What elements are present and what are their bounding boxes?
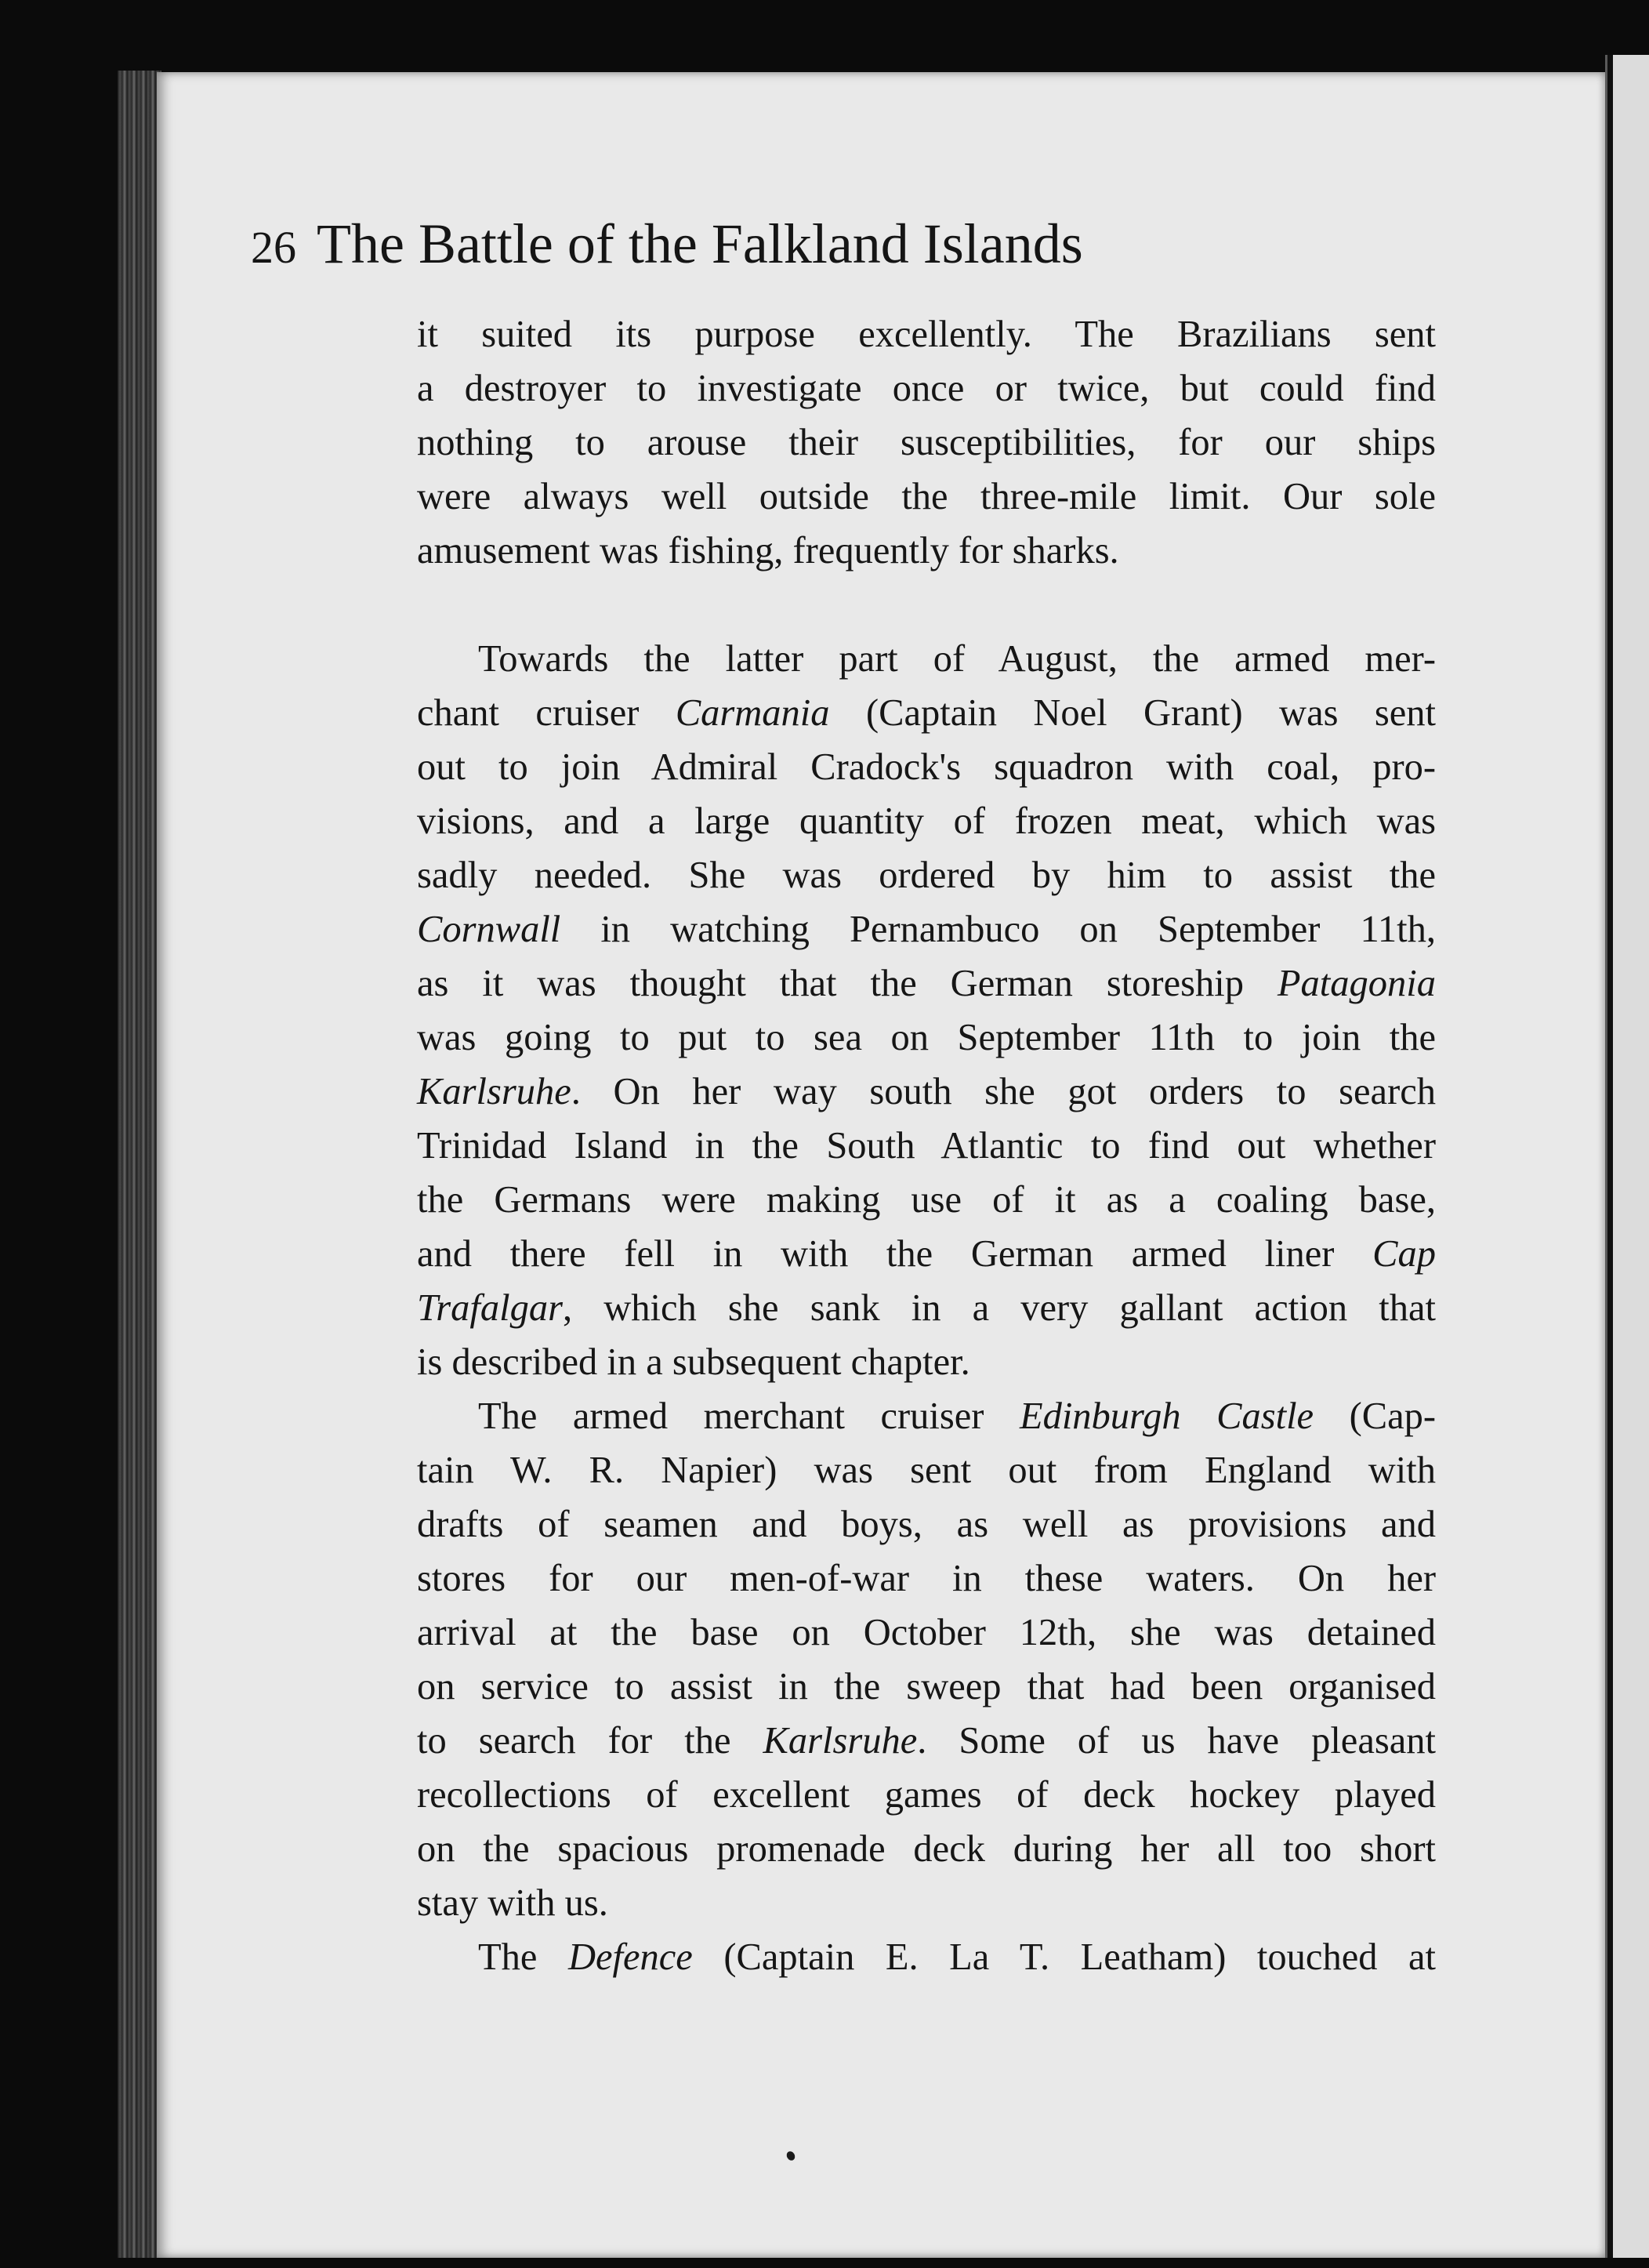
text-line [417, 1065, 1436, 1119]
text-line [417, 848, 1436, 902]
ship-name: Patagonia [1277, 963, 1436, 1004]
text-line [417, 686, 1436, 740]
page-number: 26 [251, 222, 296, 273]
text-segment: The armed merchant cruiser [478, 1395, 1020, 1437]
text-segment: . Some of us have pleasant [917, 1720, 1436, 1762]
text-line [417, 1281, 1436, 1335]
text-line [417, 1227, 1436, 1281]
text-segment: to search for the [417, 1720, 763, 1762]
text-segment: (Captain E. La T. Leatham) touched at [692, 1936, 1436, 1978]
ship-name: Carmania [675, 692, 830, 734]
ship-name: Cap [1372, 1233, 1436, 1275]
text-segment: The [478, 1936, 568, 1978]
adjacent-page [1613, 55, 1649, 2258]
text-segment: chant cruiser [417, 692, 676, 734]
text-segment: arrival at the base on October 12th, she was detained [417, 1612, 1436, 1653]
text-line [417, 1011, 1436, 1065]
text-line [417, 1551, 1436, 1606]
text-segment: tain W. R. Napier) was sent out from England with [417, 1450, 1436, 1491]
text-line [417, 794, 1436, 848]
ship-name: Edinburgh Castle [1019, 1395, 1314, 1437]
ship-name: Trafalgar [417, 1287, 563, 1329]
text-segment: in watching Pernambuco on September 11th, [560, 909, 1436, 950]
ship-name: Cornwall [417, 909, 561, 950]
text-segment: (Captain Noel Grant) was sent [829, 692, 1436, 734]
text-line [417, 1606, 1436, 1660]
text-segment: was going to put to sea on September 11th to join the [417, 1017, 1436, 1058]
text-segment: stay with us. [417, 1882, 608, 1924]
text-line [417, 956, 1436, 1011]
text-line [417, 1173, 1436, 1227]
text-segment: Towards the latter part of August, the armed mer- [478, 638, 1436, 680]
text-segment: sadly needed. She was ordered by him to assist the [417, 855, 1436, 896]
text-segment: visions, and a large quantity of frozen meat, which was [417, 800, 1436, 842]
text-line [417, 470, 1436, 524]
text-segment: nothing to arouse their susceptibilities, for our ships [417, 422, 1436, 463]
text-segment: out to join Admiral Cradock's squadron with coal, pro- [417, 746, 1436, 788]
book-binding [118, 71, 161, 2258]
text-line [417, 740, 1436, 794]
text-line [417, 902, 1436, 956]
running-header [251, 212, 1426, 277]
text-segment: amusement was fishing, frequently for sharks. [417, 530, 1119, 572]
text-line [417, 1876, 1436, 1930]
text-segment: as it was thought that the German storeship [417, 963, 1278, 1004]
text-segment: and there fell in with the German armed liner [417, 1233, 1373, 1275]
text-segment: were always well outside the three-mile limit. Our sole [417, 476, 1436, 517]
text-segment: drafts of seamen and boys, as well as provisions and [417, 1504, 1436, 1545]
text-segment: , which she sank in a very gallant action that [563, 1287, 1436, 1329]
text-line [417, 1497, 1436, 1551]
text-line [417, 1389, 1436, 1443]
text-line [417, 1714, 1436, 1768]
text-segment: on service to assist in the sweep that had been organised [417, 1666, 1436, 1707]
text-line [417, 1335, 1436, 1389]
text-line [417, 632, 1436, 686]
ship-name: Karlsruhe [763, 1720, 918, 1762]
running-title: The Battle of the Falkland Islands [317, 212, 1083, 275]
text-segment: . On her way south she got orders to search [571, 1071, 1436, 1112]
text-line [417, 1930, 1436, 1984]
text-segment: on the spacious promenade deck during her all too short [417, 1828, 1436, 1870]
text-line [417, 1822, 1436, 1876]
paragraph-gap [417, 578, 1436, 632]
text-segment: is described in a subsequent chapter. [417, 1341, 970, 1383]
text-segment: recollections of excellent games of deck hockey played [417, 1774, 1436, 1816]
text-line [417, 524, 1436, 578]
text-segment: a destroyer to investigate once or twice, but could find [417, 368, 1436, 409]
text-line [417, 1660, 1436, 1714]
text-line [417, 1119, 1436, 1173]
text-segment: Trinidad Island in the South Atlantic to find out whether [417, 1125, 1436, 1167]
text-line [417, 1443, 1436, 1497]
text-segment: it suited its purpose excellently. The Brazilians sent [417, 314, 1436, 355]
text-line [417, 361, 1436, 415]
text-line [417, 415, 1436, 470]
text-segment: stores for our men-of-war in these waters. On her [417, 1558, 1436, 1599]
text-line [417, 1768, 1436, 1822]
ship-name: Karlsruhe [417, 1071, 571, 1112]
text-line [417, 307, 1436, 361]
body-text [417, 307, 1436, 1984]
ship-name: Defence [567, 1936, 693, 1978]
text-segment: (Cap- [1314, 1395, 1437, 1437]
text-segment: the Germans were making use of it as a coaling base, [417, 1179, 1436, 1221]
